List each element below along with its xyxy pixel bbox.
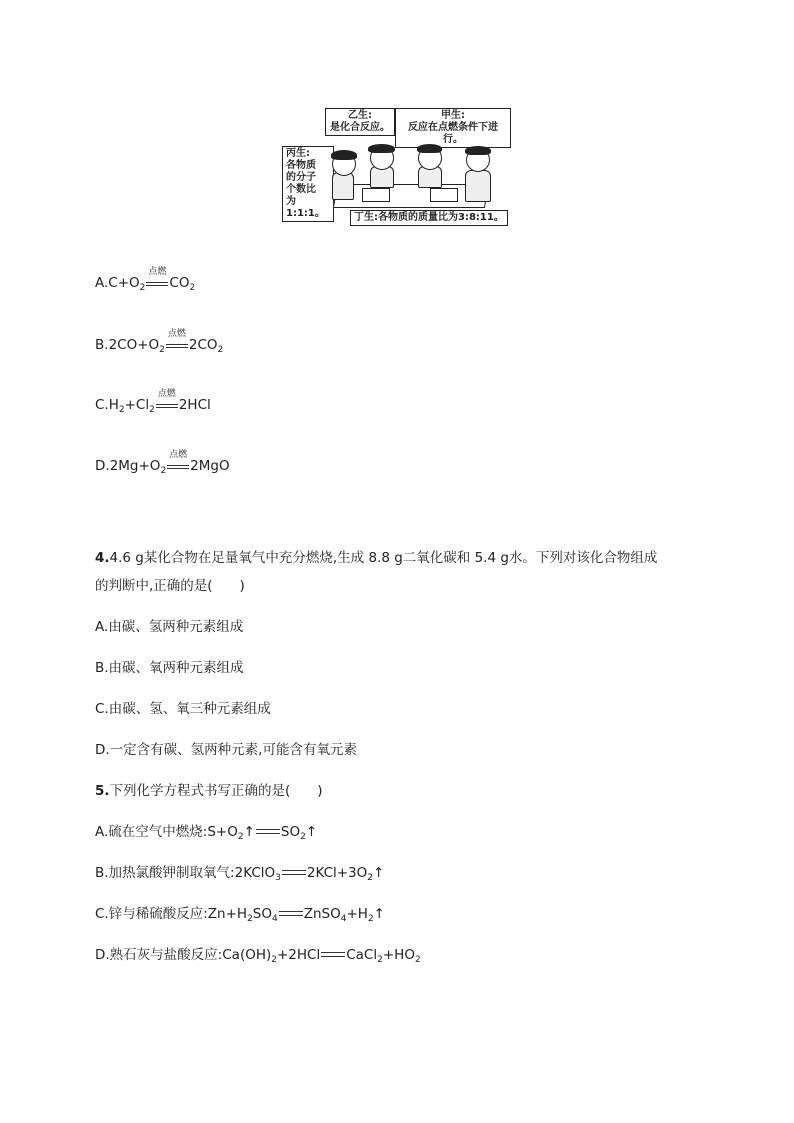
- equals-sign: [282, 869, 306, 877]
- illustration-four-students: [280, 106, 512, 228]
- bubble-bing-l4: 为1:1:1。: [286, 196, 325, 219]
- condition-label: 点燃: [167, 329, 186, 339]
- q3-option-a: $A.C+O_2$ 点燃 $CO_2$: [95, 267, 196, 293]
- reaction-condition-arrow: [146, 267, 168, 287]
- bubble-jia-name: 甲生:: [441, 110, 465, 121]
- q5-option-d: D.熟石灰与盐酸反应$:Ca(OH)_2+2HCl$ $CaCl_2+HO_2$: [95, 947, 421, 965]
- q3-option-a-prefix: A.: [95, 275, 109, 291]
- bubble-ding-text: 丁生:各物质的质量比为3:8:11。: [354, 212, 504, 223]
- q3-option-d: $D.2Mg+O_2$ 点燃 2MgO: [95, 450, 230, 476]
- student-jia-hair: [417, 144, 442, 153]
- paper-sheet: [430, 188, 458, 202]
- q3-option-d-prefix: D.: [95, 458, 110, 474]
- reaction-condition-arrow: [156, 389, 178, 409]
- q5-option-a-label: A.硫在空气中燃烧:: [95, 824, 208, 840]
- condition-label: 点燃: [169, 450, 188, 460]
- bubble-bing-l3: 个数比: [286, 184, 316, 195]
- q5-option-d-label: D.熟石灰与盐酸反应:: [95, 947, 223, 963]
- q5-option-a: A.硫在空气中燃烧$:S+O_2↑$ $SO_2↑$: [95, 824, 318, 842]
- equals-sign: [279, 910, 303, 918]
- paper-sheet: [362, 188, 390, 202]
- bubble-yi-text: 是化合反应。: [330, 122, 390, 133]
- q5-option-b: B.加热氯酸钾制取氧气:2KClO$_3$ $2KCl+3O_2↑$: [95, 865, 385, 883]
- q4-number: 4.: [95, 550, 110, 566]
- condition-label: 点燃: [157, 389, 176, 399]
- bubble-jia-text: 反应在点燃条件下进行。: [408, 122, 498, 145]
- student-bing-body: [332, 172, 354, 200]
- equals-sign: [256, 828, 280, 836]
- q4-stem-text: 4.6 g某化合物在足量氧气中充分燃烧,生成 8.8 g二氧化碳和 5.4 g水。下列对该化合物组成: [109, 550, 658, 566]
- q4-option-b: B.由碳、氧两种元素组成: [95, 660, 244, 676]
- q3-option-b-prefix: B.: [95, 337, 109, 353]
- bubble-bing: [282, 146, 334, 222]
- student-ding-body: [465, 170, 491, 202]
- bubble-yi-name: 乙生:: [348, 110, 372, 121]
- q5-option-c-label: C.锌与稀硫酸反应:: [95, 906, 208, 922]
- bubble-bing-l2: 的分子: [286, 172, 316, 183]
- q3-option-b: $B.2CO+O_2$ 点燃 $2CO_2$: [95, 329, 224, 355]
- q3-option-c: $C.H_2+Cl_2$ 点燃 2HCl: [95, 389, 211, 415]
- q5-stem-text: 下列化学方程式书写正确的是( ): [109, 783, 323, 799]
- bubble-yi: [325, 108, 395, 136]
- reaction-condition-arrow: [167, 450, 189, 470]
- student-bing-hair: [331, 150, 357, 160]
- q4-option-c: C.由碳、氢、氧三种元素组成: [95, 701, 271, 717]
- q4-option-d: D.一定含有碳、氢两种元素,可能含有氧元素: [95, 742, 357, 758]
- condition-label: 点燃: [148, 267, 167, 277]
- q4-option-a: A.由碳、氢两种元素组成: [95, 619, 244, 635]
- q5-option-c: C.锌与稀硫酸反应$:Zn+H_2SO_4$ $ZnSO_4+H_2↑$: [95, 906, 385, 924]
- equals-sign: [321, 951, 345, 959]
- bubble-bing-l1: 各物质: [286, 160, 316, 171]
- student-yi-hair: [368, 144, 395, 153]
- q5-option-b-label: B.加热氯酸钾制取氧气:: [95, 865, 235, 881]
- q4-stem-line2: 的判断中,正确的是( ): [95, 578, 245, 594]
- q4-stem-line1: [95, 546, 657, 566]
- bubble-jia: [395, 108, 511, 148]
- q5-number: 5.: [95, 783, 110, 799]
- q3-option-c-prefix: C.: [95, 397, 109, 413]
- q5-stem: [95, 779, 323, 799]
- bubble-ding: [350, 210, 508, 226]
- reaction-condition-arrow: [166, 329, 188, 349]
- bubble-bing-name: 丙生:: [286, 148, 310, 159]
- student-ding-hair: [465, 146, 491, 155]
